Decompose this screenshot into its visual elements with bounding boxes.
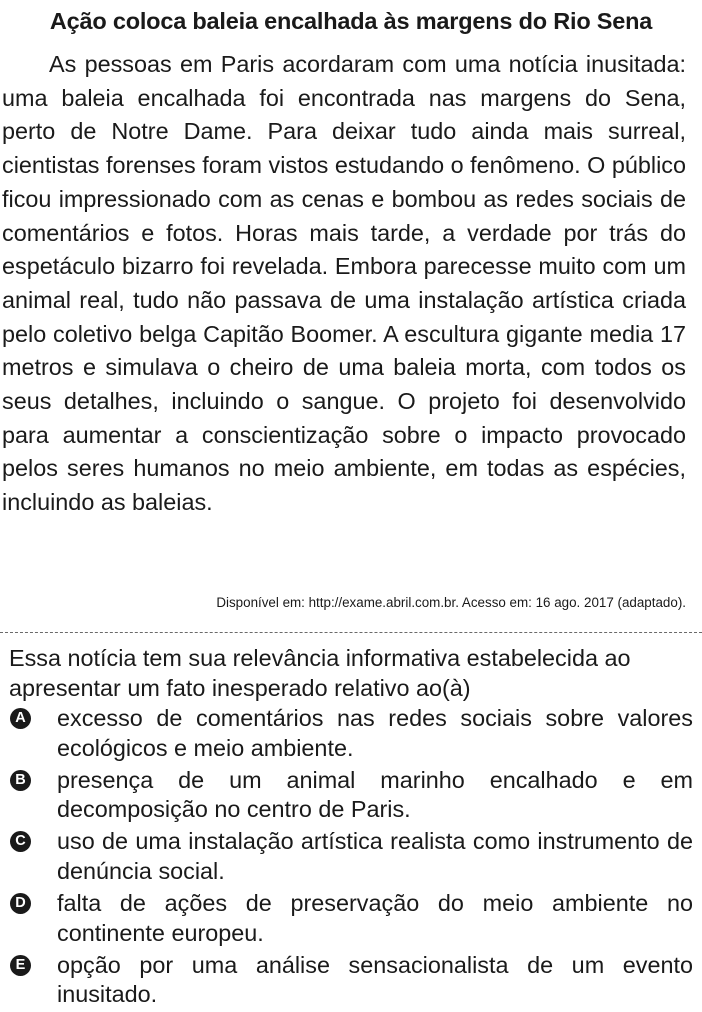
option-d-text: falta de ações de preservação do meio ambiente no continente europeu. bbox=[57, 890, 693, 946]
option-d[interactable] bbox=[9, 889, 693, 951]
article-title: Ação coloca baleia encalhada às margens do Rio Sena bbox=[49, 8, 653, 34]
option-c[interactable] bbox=[9, 827, 693, 889]
article-source: Disponível em: http://exame.abril.com.br. Acesso em: 16 ago. 2017 (adaptado). bbox=[216, 595, 686, 610]
option-letter-c-badge: C bbox=[10, 831, 31, 852]
option-a-text: excesso de comentários nas redes sociais sobre valores ecológicos e meio ambiente. bbox=[57, 705, 693, 761]
option-letter-b-badge: B bbox=[10, 770, 31, 791]
option-a[interactable] bbox=[9, 704, 693, 766]
option-e-text: opção por uma análise sensacionalista de um evento inusitado. bbox=[57, 951, 693, 1008]
option-e[interactable] bbox=[9, 951, 693, 1012]
article-body: As pessoas em Paris acordaram com uma notícia inusitada: uma baleia encalhada foi encontrada nas margens do Sena, perto de Notre Dame. Para deixar tudo ainda mais surreal, cientistas forenses foram vistos estudando o fenômeno. O público ficou impressionado com as cenas e bombou as redes sociais de comentários e fotos. Horas mais tarde, a verdade por trás do espetáculo bizarro foi revelada. Embora parecesse muito com um animal real, tudo não passava de uma instalação artística criada pelo coletivo belga Capitão Boomer. A escultura gigante media 17 metros e simulava o cheiro de uma baleia morta, com todos os seus detalhes, incluindo o sangue. O projeto foi desenvolvido para aumentar a conscientização sobre o impacto provocado pelos seres humanos no meio ambiente, em todas as espécies, incluindo as baleias. bbox=[2, 51, 686, 516]
dashed-divider bbox=[0, 632, 702, 633]
option-letter-d-badge: D bbox=[10, 893, 31, 914]
option-c-text: uso de uma instalação artística realista como instrumento de denúncia social. bbox=[57, 828, 693, 884]
question-stem: Essa notícia tem sua relevância informativa estabelecida ao apresentar um fato inesperado relativo ao(à) bbox=[9, 645, 631, 701]
option-letter-e-badge: E bbox=[10, 955, 31, 976]
option-letter-a-badge: A bbox=[10, 708, 31, 729]
option-b[interactable] bbox=[9, 766, 693, 828]
answer-options bbox=[9, 704, 693, 1012]
option-b-text: presença de um animal marinho encalhado e em decomposição no centro de Paris. bbox=[57, 766, 693, 823]
